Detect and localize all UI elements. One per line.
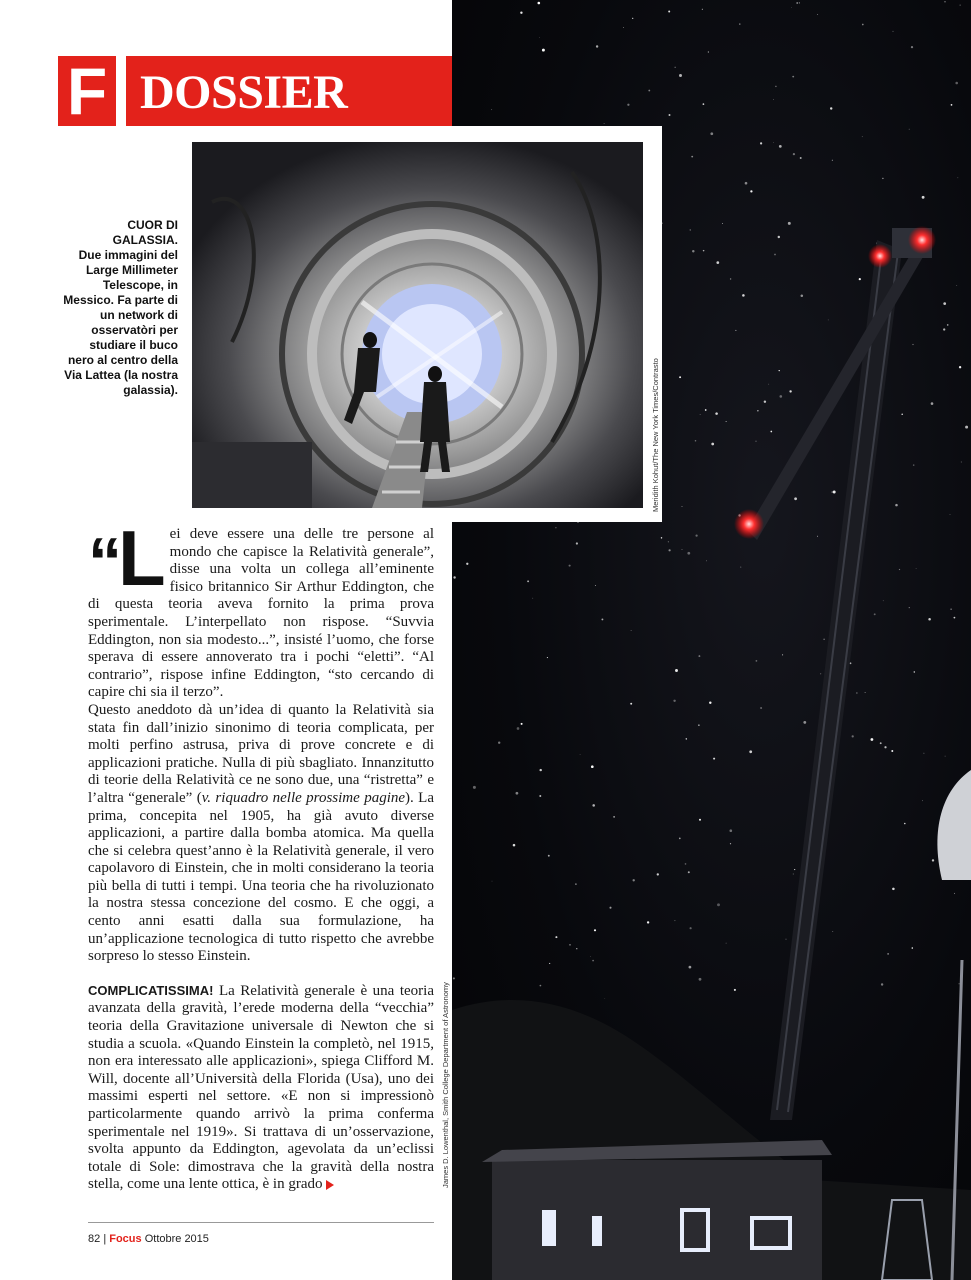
- star: [668, 541, 669, 542]
- star: [788, 222, 791, 225]
- star: [710, 132, 713, 135]
- paragraph-complicatissima-text: La Relatività generale è una teoria avanzata della gravità, l’erede moderna della “vecchia” teoria della Gravitazione universale di Newton che si studia a scuola. «Quando Einstein la completò, nel 1915, non era interessato alle applicazioni», spiega Clifford M. Will, docente all’Università della Florida (Usa), uno dei massimi esperti nel settore. «E non si impressionò particolarmente quando arrivò la prima conferma sperimentale nel 1919». Si trattava di un’osservazione, svolta appunto da Eddington, agevolata da un’eclissi totale di Sole: dimostrava che la gravità della nostra stella, come una lente ottica, è in grado: [88, 982, 434, 1193]
- star: [716, 261, 719, 264]
- star: [569, 944, 570, 945]
- star: [887, 953, 889, 955]
- star: [862, 136, 863, 137]
- star: [735, 330, 736, 331]
- star: [690, 229, 691, 230]
- star: [832, 492, 833, 493]
- star: [883, 600, 884, 601]
- star: [880, 742, 882, 744]
- star: [699, 819, 701, 821]
- star: [613, 816, 615, 818]
- star: [592, 960, 594, 962]
- paragraph-relativity-b: ). La prima, concepita nel 1905, ha già avuto diverse applicazioni, a partire dalla bomba atomica. Ma quella che si celebra quest’anno è la Relatività generale, il vero capolavoro di Einstein, che in molti considerano la teoria più bella di tutti i tempi. Una teoria che ha rivoluzionato la nostra stessa concezione del cosmo. E che oggi, a cento anni esatti dalla sua formulazione, ha un’applicazione tecnologica di tutto rispetto che avrebbe sorpreso lo stesso Einstein.: [88, 789, 435, 965]
- star: [740, 567, 741, 568]
- star: [951, 104, 953, 106]
- star: [922, 196, 925, 199]
- star: [961, 462, 962, 463]
- star: [679, 74, 682, 77]
- star: [904, 823, 906, 825]
- star: [856, 692, 857, 693]
- star: [779, 145, 782, 148]
- star: [648, 90, 650, 92]
- star: [956, 285, 957, 286]
- star: [555, 936, 557, 938]
- star: [623, 27, 624, 28]
- star: [516, 792, 519, 795]
- star: [698, 655, 700, 657]
- star: [555, 527, 556, 528]
- star: [957, 177, 958, 178]
- star: [947, 324, 949, 326]
- star: [726, 943, 727, 944]
- star: [685, 863, 687, 865]
- telescope-interior-photo: [192, 142, 643, 508]
- star: [862, 24, 864, 26]
- star: [757, 410, 758, 411]
- star: [782, 654, 783, 655]
- star: [923, 753, 924, 754]
- magazine-brand: Focus: [109, 1233, 142, 1245]
- star: [893, 31, 894, 32]
- focus-logo: F: [58, 56, 116, 126]
- star: [491, 109, 492, 110]
- star: [713, 758, 715, 760]
- star: [764, 400, 766, 402]
- issue-date: Ottobre 2015: [144, 1233, 209, 1245]
- drop-cap: [88, 514, 166, 602]
- star: [722, 223, 723, 224]
- star: [909, 607, 910, 608]
- star: [527, 580, 529, 582]
- star: [539, 795, 541, 797]
- star: [632, 18, 633, 19]
- star: [679, 838, 681, 840]
- star: [803, 721, 806, 724]
- star: [801, 295, 804, 298]
- star: [913, 464, 914, 465]
- star: [692, 250, 694, 252]
- star: [791, 7, 792, 8]
- star: [832, 160, 833, 161]
- star: [520, 12, 522, 14]
- inset-photo-credit: Meridith Kohut/The New York Times/Contrasto: [651, 358, 660, 512]
- star: [792, 76, 794, 78]
- star: [711, 443, 714, 446]
- star: [698, 724, 699, 725]
- star: [916, 568, 917, 569]
- star: [850, 662, 852, 664]
- paragraph-relativity: [88, 702, 434, 966]
- star: [779, 370, 780, 371]
- star: [657, 873, 659, 875]
- star: [914, 671, 915, 672]
- star: [901, 413, 903, 415]
- star: [950, 514, 951, 515]
- star: [820, 674, 821, 675]
- star: [756, 441, 757, 442]
- star: [770, 431, 772, 433]
- star: [631, 630, 632, 631]
- star: [539, 769, 541, 771]
- star: [703, 250, 705, 252]
- star: [596, 45, 598, 47]
- star: [789, 390, 791, 392]
- star: [590, 956, 591, 957]
- star: [674, 920, 675, 921]
- star: [730, 278, 731, 279]
- star: [601, 618, 603, 620]
- star: [675, 67, 676, 68]
- star: [591, 765, 594, 768]
- star: [958, 983, 959, 984]
- star: [492, 881, 493, 882]
- star: [884, 746, 886, 748]
- star: [453, 977, 455, 979]
- star: [700, 414, 701, 415]
- star: [899, 569, 900, 570]
- page-footer: [88, 1233, 209, 1245]
- star: [911, 46, 913, 48]
- drop-cap-quote: “: [88, 524, 118, 600]
- star: [749, 750, 752, 753]
- star: [793, 153, 795, 155]
- star: [688, 871, 690, 873]
- star: [959, 366, 961, 368]
- star: [859, 278, 861, 280]
- star: [686, 738, 687, 739]
- star: [955, 82, 958, 85]
- star: [604, 998, 605, 999]
- star: [817, 536, 818, 537]
- star: [786, 939, 787, 940]
- star: [865, 692, 866, 693]
- star: [739, 23, 740, 24]
- star: [742, 294, 745, 297]
- star: [706, 560, 707, 561]
- star: [833, 491, 836, 494]
- star: [799, 2, 800, 3]
- star: [895, 504, 898, 507]
- star: [965, 426, 968, 429]
- star: [539, 37, 540, 38]
- star: [928, 618, 931, 621]
- star: [595, 585, 596, 586]
- star: [775, 86, 777, 88]
- article-body: [88, 514, 435, 1194]
- star: [690, 927, 692, 929]
- star: [726, 421, 727, 422]
- footer-separator: |: [103, 1233, 107, 1245]
- caption-heading: CUOR DI GALASSIA.: [112, 218, 178, 247]
- star: [679, 376, 681, 378]
- star: [647, 921, 649, 923]
- star: [715, 412, 718, 415]
- star: [874, 613, 876, 615]
- star: [779, 395, 782, 398]
- star: [745, 182, 748, 185]
- star: [691, 156, 693, 158]
- star: [532, 598, 533, 599]
- star: [852, 735, 854, 737]
- star: [575, 883, 577, 885]
- star: [922, 800, 923, 801]
- star: [661, 537, 662, 538]
- drop-cap-letter: L: [118, 514, 166, 602]
- star: [576, 948, 577, 949]
- star: [823, 639, 824, 640]
- star: [604, 123, 605, 124]
- star: [569, 565, 571, 567]
- see-box-reference: v. riquadro nelle prossime pagine: [201, 789, 406, 806]
- star: [892, 888, 895, 891]
- star: [729, 829, 732, 832]
- footer-divider: [88, 1222, 434, 1223]
- star: [687, 552, 690, 555]
- star: [760, 707, 762, 709]
- star: [703, 103, 705, 105]
- star: [954, 893, 955, 894]
- star: [513, 844, 516, 847]
- star: [668, 11, 670, 13]
- star: [717, 903, 720, 906]
- star: [945, 756, 946, 757]
- star: [537, 2, 540, 5]
- star: [682, 549, 683, 550]
- star: [800, 157, 802, 159]
- star: [609, 907, 611, 909]
- star: [699, 978, 702, 981]
- star: [773, 99, 774, 100]
- star: [881, 983, 883, 985]
- star: [627, 104, 629, 106]
- star: [871, 738, 874, 741]
- star: [668, 549, 670, 551]
- star: [793, 873, 794, 874]
- star: [669, 114, 671, 116]
- star: [453, 576, 455, 578]
- star: [473, 786, 476, 789]
- star: [580, 754, 581, 755]
- star: [931, 402, 934, 405]
- star: [774, 254, 776, 256]
- star: [517, 727, 520, 730]
- star: [630, 703, 632, 705]
- section-title: DOSSIER: [140, 66, 348, 119]
- photo-caption: [60, 218, 178, 398]
- star: [702, 9, 703, 10]
- star: [709, 702, 711, 704]
- star: [730, 843, 731, 844]
- star: [760, 142, 762, 144]
- paragraph-intro: ei deve essere una delle tre persone al mondo che capisce la Relatività generale”, disse una volta un collega all’eminente fisico britannico Sir Arthur Eddington, che di questa teoria aveva fornito la prima prova sperimentale. L’interpellato non rispose. “Suvvia Eddington, non sia modesto...”, insisté l’uomo, che forse sperava di essere annoverato tra i pochi “eletti”. “Al contrario”, rispose infine Eddington, “sto cercando di capire chi sia il terzo”.: [88, 526, 434, 701]
- star: [708, 51, 709, 52]
- star: [695, 440, 697, 442]
- star: [466, 563, 468, 565]
- star: [594, 929, 596, 931]
- star: [778, 236, 780, 238]
- star: [734, 989, 736, 991]
- star: [796, 2, 798, 4]
- star: [542, 49, 545, 52]
- star: [521, 723, 523, 725]
- star: [673, 700, 675, 702]
- star: [912, 947, 914, 949]
- star: [794, 869, 795, 870]
- star: [950, 609, 951, 610]
- caption-text: Due immagini del Large Millimeter Telescope, in Messico. Fa parte di un network di osservatòri per studiare il buco nero al centro della Via Lattea (la nostra galassia).: [63, 248, 178, 397]
- star: [954, 617, 956, 619]
- star: [828, 320, 829, 321]
- star: [548, 855, 550, 857]
- star: [689, 966, 692, 969]
- sky-photo-credit: James D. Lowenthal, Smith College Department of Astronomy: [441, 982, 450, 1188]
- star: [633, 879, 635, 881]
- section-subhead: COMPLICATISSIMA!: [88, 982, 214, 998]
- star: [832, 931, 833, 932]
- star: [794, 497, 797, 500]
- star: [592, 804, 595, 807]
- star: [756, 660, 758, 662]
- star: [773, 142, 774, 143]
- star: [909, 129, 910, 130]
- star: [540, 985, 542, 987]
- star: [682, 506, 683, 507]
- star: [576, 542, 578, 544]
- star: [549, 963, 550, 964]
- star: [943, 302, 946, 305]
- star: [932, 859, 934, 861]
- star: [705, 409, 707, 411]
- page-number: 82: [88, 1233, 101, 1245]
- star: [830, 107, 832, 109]
- paragraph-relativity-a: Questo aneddoto dà un’idea di quanto la Relatività sia stata fin dall’inizio sinonimo di teoria complicata, per molti perfino astrusa, priva di prove concrete e di applicazioni pratiche. Nulla di più sbagliato. Innanzitutto di teorie della Relatività ce ne sono due, una “ristretta” e l’altra “generale” (: [88, 701, 434, 806]
- continue-arrow-icon: [326, 1180, 334, 1190]
- star: [695, 534, 697, 536]
- star: [817, 14, 818, 15]
- star: [498, 742, 500, 744]
- star: [547, 657, 548, 658]
- star: [675, 669, 678, 672]
- star: [944, 1, 945, 2]
- star: [768, 384, 769, 385]
- star: [912, 344, 913, 345]
- star: [882, 178, 883, 179]
- star: [943, 328, 945, 330]
- star: [750, 190, 752, 192]
- star: [891, 750, 893, 752]
- paragraph-complicatissima: [88, 982, 434, 1194]
- star: [960, 5, 961, 6]
